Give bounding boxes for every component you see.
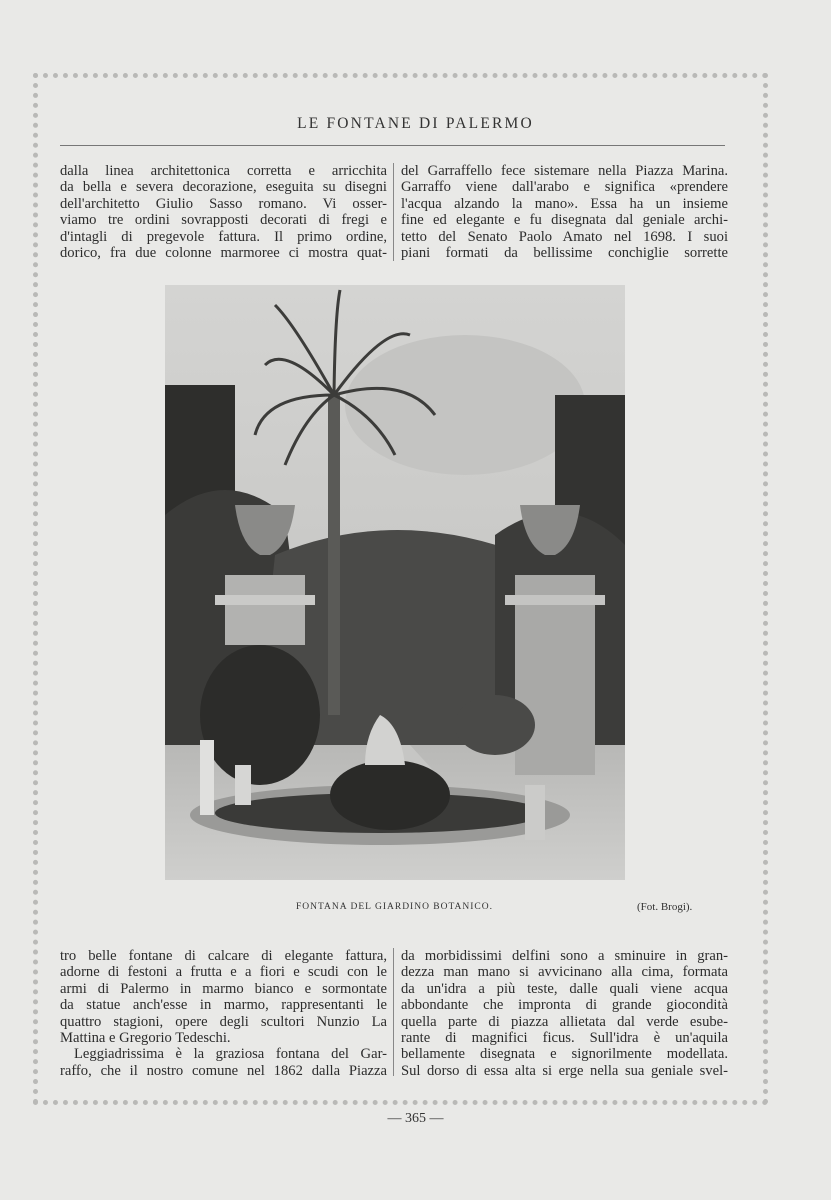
text-line: bellamente disegnata e signorilmente modellata.	[401, 1046, 728, 1063]
text-line: tetto del Senato Paolo Amato nel 1698. I suoi	[401, 228, 728, 245]
page-number: — 365 —	[387, 1111, 444, 1126]
text-line: piani formati da bellissime conchiglie sorrette	[401, 245, 728, 262]
top-left-column	[60, 163, 387, 261]
text-line: quella parte di piazza allietata dal verde esube-	[401, 1013, 728, 1030]
text-line: d'intagli di pregevole fattura. Il primo ordine,	[60, 228, 387, 245]
text-line: dalla linea architettonica corretta e arricchita	[60, 163, 387, 179]
text-line: abbondante che impronta di grande giocondità	[401, 997, 728, 1014]
bottom-left-column	[60, 948, 387, 1079]
photo-credit: (Fot. Brogi).	[637, 901, 693, 913]
text-line: viamo tre ordini sovrapposti decorati di fregi e	[60, 212, 387, 229]
text-line: raffo, che il nostro comune nel 1862 dalla Piazza	[60, 1062, 387, 1079]
text-line: da bella e severa decorazione, eseguita su disegni	[60, 179, 387, 196]
text-line: armi di Palermo in marmo bianco e sormontate	[60, 980, 387, 997]
photo-botanical-garden-fountain	[165, 285, 625, 880]
text-line: Leggiadrissima è la graziosa fontana del Gar-	[74, 1046, 387, 1063]
column-separator	[393, 163, 394, 261]
text-line: da un'idra a più teste, dalle quali viene acqua	[401, 980, 728, 997]
text-line: quattro stagioni, opere degli scultori Nunzio La	[60, 1013, 387, 1030]
text-line: fine ed elegante e fu disegnata dal geniale archi-	[401, 212, 728, 229]
text-line: Mattina e Gregorio Tedeschi.	[60, 1030, 231, 1047]
text-line: del Garraffello fece sistemare nella Piazza Marina.	[401, 163, 728, 179]
figure-caption: FONTANA DEL GIARDINO BOTANICO.	[296, 902, 494, 912]
text-line: da statue anch'esse in marmo, rappresentanti le	[60, 997, 387, 1014]
text-line: dezza man mano si avvicinano alla cima, formata	[401, 964, 728, 981]
text-line: da morbidissimi delfini sono a sminuire in gran-	[401, 948, 728, 964]
column-separator	[393, 948, 394, 1076]
header-rule	[60, 145, 725, 146]
running-header: LE FONTANE DI PALERMO	[297, 115, 534, 132]
text-line: adorne di festoni a frutta e a fiori e scudi con le	[60, 964, 387, 981]
text-line: Garraffo viene dall'arabo e significa «prendere	[401, 179, 728, 196]
text-line: tro belle fontane di calcare di elegante fattura,	[60, 948, 387, 964]
text-line: dell'architetto Giulio Sasso romano. Vi osser-	[60, 195, 387, 212]
text-line: l'acqua alzando la mano». Essa ha un insieme	[401, 195, 728, 212]
top-right-column	[401, 163, 728, 261]
bottom-right-column	[401, 948, 728, 1079]
text-line: dorico, fra due colonne marmoree ci mostra quat-	[60, 245, 387, 262]
text-line: rante di magnifici ficus. Sull'idra è un'aquila	[401, 1030, 728, 1047]
text-line: Sul dorso di essa alta si erge nella sua geniale svel-	[401, 1062, 728, 1079]
